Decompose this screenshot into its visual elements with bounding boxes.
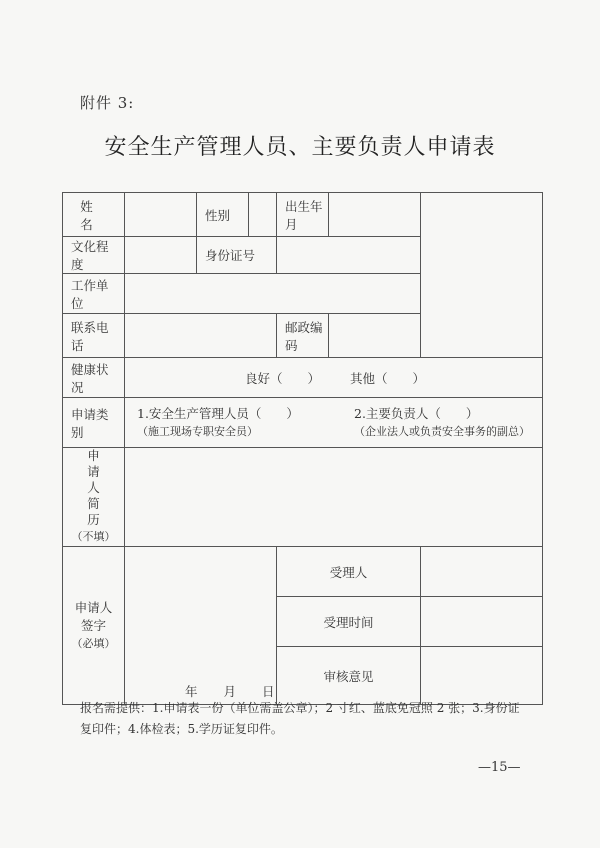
review-field[interactable] (421, 647, 543, 705)
resume-label-cell (63, 448, 125, 547)
signature-date: 年 月 日 (185, 684, 275, 699)
requirements-note: 报名需提供：1.申请表一份（单位需盖公章）；2 寸红、蓝底免冠照 2 张；3.身份证复印件；4.体检表；5.学历证复印件。 (80, 701, 520, 736)
health-other-option[interactable]: 其他（ ） (350, 370, 426, 386)
category-options (125, 398, 543, 448)
name-label: 姓 名 (63, 193, 125, 237)
category-option-safety-manager-note: （施工现场专职安全员） (137, 424, 258, 438)
receive-time-label: 受理时间 (277, 597, 421, 647)
resume-label: 申请人简历 (87, 448, 100, 527)
signature-field[interactable] (125, 547, 277, 705)
attachment-label: 附件 3: (80, 94, 135, 112)
name-field[interactable] (125, 193, 197, 237)
health-options (125, 358, 543, 398)
phone-field[interactable] (125, 314, 277, 358)
phone-label: 联系电话 (63, 314, 125, 358)
resume-note: （不填） (71, 530, 116, 543)
employer-label: 工作单位 (63, 274, 125, 314)
employer-field[interactable] (125, 274, 421, 314)
receiver-label: 受理人 (277, 547, 421, 597)
photo-area (421, 193, 543, 358)
education-field[interactable] (125, 237, 197, 274)
review-label: 审核意见 (277, 647, 421, 705)
health-label: 健康状况 (63, 358, 125, 398)
id-number-field[interactable] (277, 237, 421, 274)
application-form-table (62, 192, 543, 705)
postcode-label: 邮政编码 (277, 314, 329, 358)
page-title: 安全生产管理人员、主要负责人申请表 (104, 135, 496, 160)
receiver-field[interactable] (421, 547, 543, 597)
education-label: 文化程度 (63, 237, 125, 274)
signature-label-cell (63, 547, 125, 705)
resume-field[interactable] (125, 448, 543, 547)
signature-label: 申请人签字 (74, 599, 113, 633)
id-number-label: 身份证号 (197, 237, 277, 274)
receive-time-field[interactable] (421, 597, 543, 647)
category-option-principal-note: （企业法人或负责安全事务的副总） (354, 424, 530, 438)
birth-label: 出生年月 (277, 193, 329, 237)
gender-field[interactable] (249, 193, 277, 237)
category-option-principal[interactable]: 2.主要负责人（ ） (354, 405, 479, 421)
health-good-option[interactable]: 良好（ ） (245, 370, 321, 386)
gender-label: 性别 (197, 193, 249, 237)
category-option-safety-manager[interactable]: 1.安全生产管理人员（ ） (137, 405, 299, 421)
signature-note: （必填） (71, 636, 116, 650)
postcode-field[interactable] (329, 314, 421, 358)
birth-field[interactable] (329, 193, 421, 237)
category-label: 申请类别 (63, 398, 125, 448)
page-number: —15— (478, 760, 521, 775)
